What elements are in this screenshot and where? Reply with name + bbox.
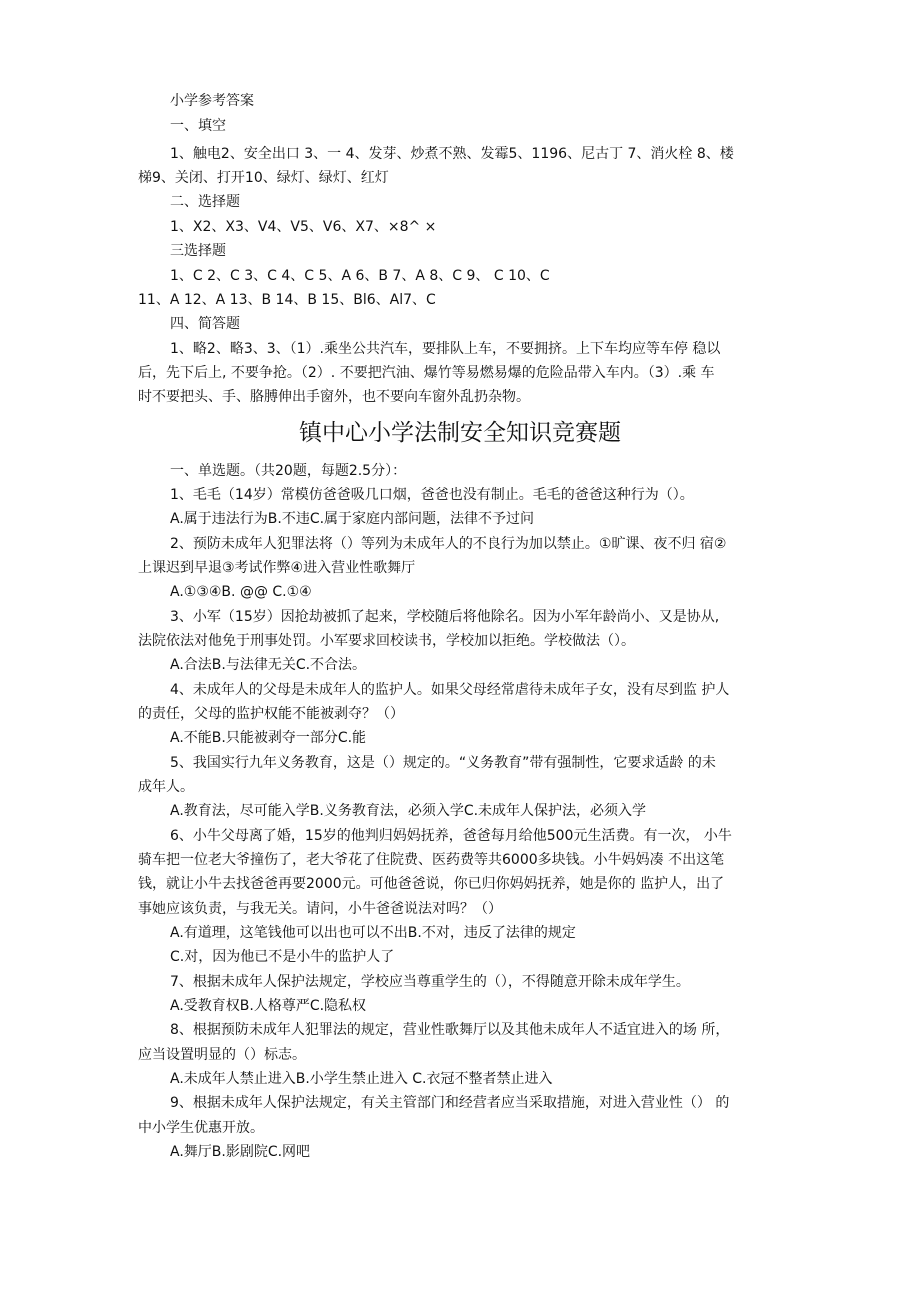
quiz-line: 事她应该负责，与我无关。请问，小牛爸爸说法对吗？（） [138, 901, 502, 917]
judge-line: 1、X2、X3、V4、V5、V6、X7、×8^ × [170, 219, 437, 235]
quiz-line: A.有道理，这笔钱他可以出也可以不出B.不对，违反了法律的规定 [170, 925, 576, 941]
short-answer-line: 后，先下后上, 不要争抢。（2）. 不要把汽油、爆竹等易燃易爆的危险品带入车内。（3）.乘 车 [138, 365, 715, 381]
fill-blank-line: 梯9、关闭、打开10、绿灯、绿灯、红灯 [138, 170, 389, 186]
quiz-line: 3、小军（15岁）因抢劫被抓了起来，学校随后将他除名。因为小军年龄尚小、又是协从, [170, 609, 720, 625]
quiz-line: 7、根据未成年人保护法规定，学校应当尊重学生的（），不得随意开除未成年学生。 [170, 974, 690, 990]
choice-line: 1、C 2、C 3、C 4、C 5、A 6、B 7、A 8、C 9、 C 10、C [170, 268, 550, 284]
quiz-line: A.受教育权B.人格尊严C.隐私权 [170, 998, 367, 1014]
quiz-title: 镇中心小学法制安全知识竞赛题 [299, 420, 621, 446]
quiz-line: 1、毛毛（14岁）常模仿爸爸吸几口烟，爸爸也没有制止。毛毛的爸爸这种行为（）。 [170, 487, 694, 503]
choice-line: 11、A 12、A 13、B 14、B 15、Bl6、Al7、C [138, 292, 436, 308]
quiz-line: 8、根据预防未成年人犯罪法的规定，营业性歌舞厅以及其他未成年人不适宜进入的场 所， [170, 1022, 730, 1038]
judge-heading: 二、选择题 [170, 194, 240, 210]
quiz-line: A.教育法，尽可能入学B.义务教育法，必须入学C.未成年人保护法，必须入学 [170, 803, 647, 819]
quiz-line: 9、根据未成年人保护法规定，有关主管部门和经营者应当采取措施，对进入营业性（） 的 [170, 1095, 730, 1111]
quiz-line: 钱，就让小牛去找爸爸再要2000元。可他爸爸说，你已归你妈妈抚养，她是你的 监护人，出了 [138, 876, 725, 892]
quiz-line: 6、小牛父母离了婚，15岁的他判归妈妈抚养，爸爸每月给他500元生活费。有一次， 小牛 [170, 828, 732, 844]
quiz-line: C.对，因为他已不是小牛的监护人了 [170, 949, 395, 965]
quiz-line: A.舞厅B.影剧院C.网吧 [170, 1144, 311, 1160]
quiz-line: 骑车把一位老大爷撞伤了，老大爷花了住院费、医药费等共6000多块钱。小牛妈妈凑 不出这笔 [138, 852, 725, 868]
short-answer-line: 1、略2、略3、3、（1）.乘坐公共汽车，要排队上车，不要拥挤。上下车均应等车停 稳以 [170, 341, 721, 357]
quiz-line: 法院依法对他免于刑事处罚。小军要求回校读书，学校加以拒绝。学校做法（）。 [138, 633, 635, 649]
quiz-line: A.属于违法行为B.不违C.属于家庭内部问题，法律不予过问 [170, 511, 535, 527]
quiz-line: A.未成年人禁止进入B.小学生禁止进入 C.衣冠不整者禁止进入 [170, 1071, 553, 1087]
answers-heading: 小学参考答案 [170, 93, 254, 109]
choice-heading: 三选择题 [170, 243, 226, 259]
fill-blank-line: 1、触电2、安全出口 3、一 4、发芽、炒煮不熟、发霉5、1196、尼古丁 7、消火栓 8、楼 [170, 146, 734, 162]
quiz-line: 2、预防未成年人犯罪法将（）等列为未成年人的不良行为加以禁止。①旷课、夜不归 宿② [170, 536, 727, 552]
short-answer-line: 时不要把头、手、胳膊伸出手窗外，也不要向车窗外乱扔杂物。 [138, 389, 530, 405]
quiz-line: 成年人。 [138, 779, 194, 795]
quiz-line: 5、我国实行九年义务教育，这是（）规定的。“义务教育”带有强制性，它要求适龄 的未 [170, 755, 716, 771]
quiz-line: A.①③④B. @@ C.①④ [170, 584, 312, 600]
quiz-line: 上课迟到早退③考试作弊④进入营业性歌舞厅 [138, 560, 416, 576]
fill-blank-heading: 一、填空 [170, 118, 226, 134]
quiz-line: 的责任，父母的监护权能不能被剥夺？（） [138, 706, 404, 722]
quiz-line: 4、未成年人的父母是未成年人的监护人。如果父母经常虐待未成年子女，没有尽到监 护人 [170, 682, 730, 698]
quiz-line: A.不能B.只能被剥夺一部分C.能 [170, 730, 367, 746]
quiz-line: A.合法B.与法律无关C.不合法。 [170, 657, 367, 673]
quiz-line: 中小学生优惠开放。 [138, 1120, 264, 1136]
quiz-line: 应当设置明显的（）标志。 [138, 1047, 306, 1063]
short-answer-heading: 四、简答题 [170, 316, 240, 332]
quiz-section-heading: 一、单选题。（共20题，每题2.5分）： [170, 463, 407, 479]
